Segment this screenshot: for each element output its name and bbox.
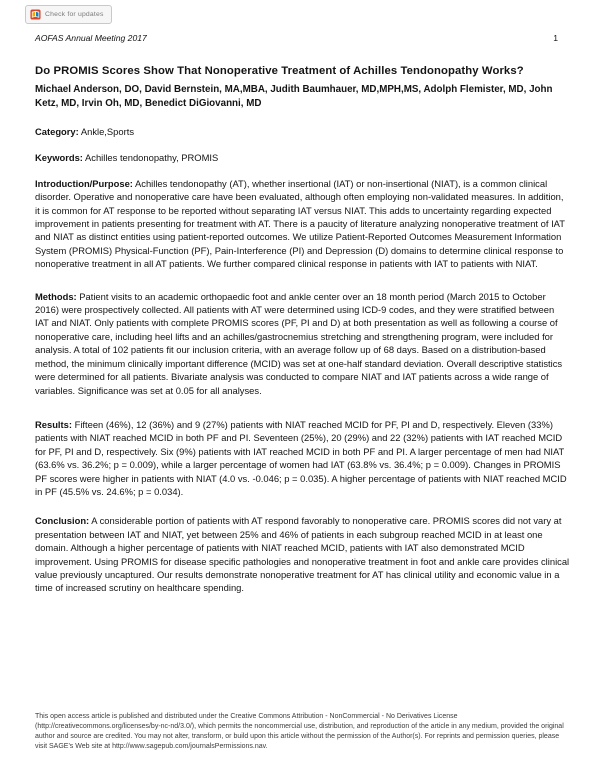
introduction-text: Achilles tendonopathy (AT), whether insertional (IAT) or non-insertional (NIAT), is a common clinical disorder. Operative and nonoperative care have been evaluated, although often employing non-validated measures. In addition, it is common for AT response to be reported without separating IAT versus NIAT. This adds to uncertainty regarding expected improvement in patients presenting for treatment with AT. There is a paucity of literature analyzing nonoperative treatment of IAT and NIAT as distinct entities using patient-reported outcomes. We utilize Patient-Reported Outcomes Measurement Information System (PROMIS) Physical-Function (PF), Pain-Interference (PI) and Depression (D) domains to determine clinical response to nonoperative treatment in all AT patients. We further compared clinical response in patients with IAT to patients with NIAT. — [35, 177, 565, 270]
results-text: Fifteen (46%), 12 (36%) and 9 (27%) patients with NIAT reached MCID for PF, PI and D, respectively. Eleven (33%) patients with NIAT reached MCID in both PF and PI. Seventeen (25%), 20 (29%) and 22 (32%) patients with IAT reached MCID for PF, PI and D, respectively. Six (9%) patients with IAT reached MCID in both PF and PI. A larger percentage of men had NIAT (63.6% vs. 36.2%; p = 0.009), while a larger percentage of women had IAT (63.8% vs. 36.4%; p = 0.009). Changes in PROMIS PF scores were higher in patients with NIAT (4.0 vs. -0.046; p = 0.035). A higher percentage of patients with NIAT reached MCID in PF (45.5% vs. 24.6%; p = 0.034). — [35, 418, 567, 497]
running-header — [35, 0, 570, 43]
conclusion-label: Conclusion: — [35, 515, 90, 527]
section-conclusion — [35, 514, 570, 594]
section-introduction — [35, 177, 570, 271]
page-number: 1 — [553, 33, 558, 43]
keywords-label: Keywords: — [35, 152, 83, 164]
category-label: Category: — [35, 126, 79, 137]
category-line — [35, 125, 570, 138]
keywords-value: Achilles tendonopathy, PROMIS — [85, 152, 219, 164]
methods-text: Patient visits to an academic orthopaedic foot and ankle center over an 18 month period (March 2015 to October 2016) were prospectively collected. All patients with AT were determined using ICD-9 codes, and they were stratified between IAT and NIAT. Only patients with complete PROMIS scores (PF, PI and D) at both presentation as well as following a course of nonoperative care, including heel lifts and an achilles/gastrocnemius stretching and strengthening program, were included for analysis. A total of 102 patients fit our inclusion criteria, with an average follow up of 68 days. Based on a distribution-based method, the minimum clinically important difference (MCID) was set at one-half standard deviation. Overall descriptive statistics were determined for all patients. Bivariate analysis was conducted to compare NIAT and IAT patients across a wide range of variables. Significance was set at 0.05 for all analyses. — [35, 290, 563, 396]
methods-label: Methods: — [35, 290, 77, 302]
section-results — [35, 418, 570, 498]
article-title: Do PROMIS Scores Show That Nonoperative Treatment of Achilles Tendonopathy Works? — [35, 65, 524, 77]
license-text: This open access article is published and distributed under the Creative Commons Attribution - NonCommercial - No Derivatives License (http://creativecommons.org/licenses/by-nc-nd/3.0/), which permits the noncommercial use, distribution, and reproduction of the article in any medium, provided the original author and source are credited. You may not alter, transform, or build upon this article without the permission of the Author(s). For reprints and permission queries, please visit SAGE's Web site at http://www.sagepub.com/journalsPermissions.nav. — [35, 713, 564, 750]
conclusion-text: A considerable portion of patients with AT respond favorably to nonoperative care. PROMIS scores did not vary at presentation between IAT and NIAT, yet between 25% and 46% of patients in each subgroup reached MCID in at least one domain. Although a higher percentage of patients with NIAT reached MCID, patients with IAT also demonstrated MCID improvement. Using PROMIS for disease specific pathologies and nonoperative treatment in foot and ankle care provides clinical value previously uncaptured. Our results demonstrate nonoperative treatment for AT has clinical utility and economic value in a time of increased scrutiny on healthcare spending. — [35, 515, 570, 594]
introduction-label: Introduction/Purpose: — [35, 177, 133, 189]
section-methods — [35, 290, 570, 397]
check-for-updates-badge[interactable] — [25, 5, 112, 24]
keywords-line — [35, 151, 570, 164]
results-label: Results: — [35, 418, 72, 430]
check-for-updates-label: Check for updates — [45, 11, 104, 18]
meeting-title: AOFAS Annual Meeting 2017 — [35, 33, 147, 43]
author-list: Michael Anderson, DO, David Bernstein, MA,MBA, Judith Baumhauer, MD,MPH,MS, Adolph Flemister, MD, John Ketz, MD, Irvin Oh, MD, Benedict DiGiovanni, MD — [35, 84, 553, 109]
category-value: Ankle,Sports — [80, 126, 135, 137]
crossmark-icon — [30, 9, 41, 20]
